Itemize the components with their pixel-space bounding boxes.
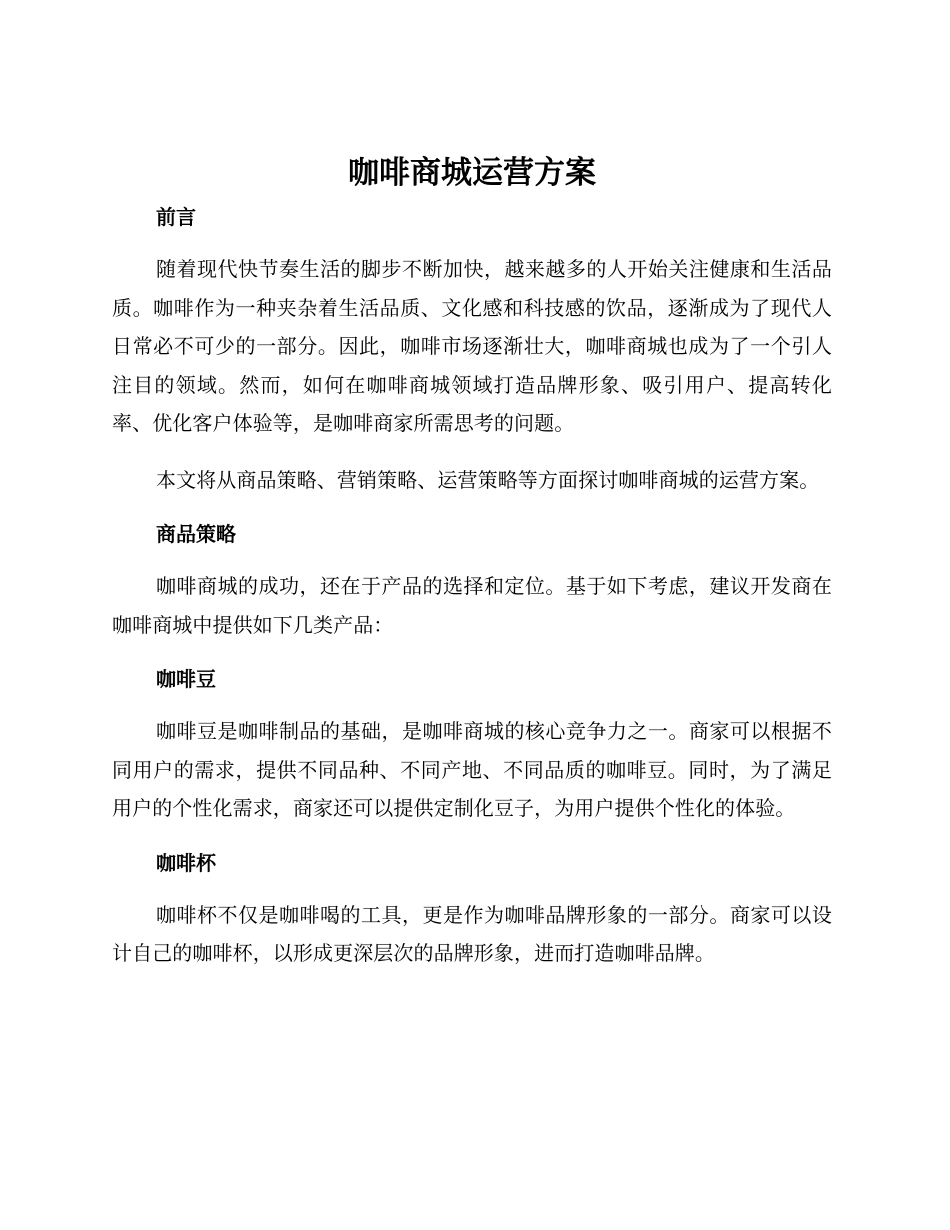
paragraph: 咖啡商城的成功，还在于产品的选择和定位。基于如下考虑，建议开发商在咖啡商城中提供如下几类产品： <box>112 574 832 637</box>
section-heading: 咖啡杯 <box>156 850 216 875</box>
section-heading: 商品策略 <box>156 522 236 546</box>
document-page <box>112 150 832 991</box>
section-heading: 前言 <box>156 205 196 229</box>
section-product-strategy <box>112 517 832 644</box>
section-heading: 咖啡豆 <box>156 667 216 691</box>
section-coffee-beans <box>112 662 832 828</box>
paragraph: 咖啡杯不仅是咖啡喝的工具，更是作为咖啡品牌形象的一部分。商家可以设计自己的咖啡杯，以形成更深层次的品牌形象，进而打造咖啡品牌。 <box>112 902 832 965</box>
paragraph: 随着现代快节奏生活的脚步不断加快，越来越多的人开始关注健康和生活品质。咖啡作为一种夹杂着生活品质、文化感和科技感的饮品，逐渐成为了现代人日常必不可少的一部分。因此，咖啡市场逐渐壮大，咖啡商城也成为了一个引人注目的领域。然而，如何在咖啡商城领域打造品牌形象、吸引用户、提高转化率、优化客户体验等，是咖啡商家所需思考的问题。 <box>112 257 832 435</box>
section-preface <box>112 200 832 499</box>
paragraph: 咖啡豆是咖啡制品的基础，是咖啡商城的核心竞争力之一。商家可以根据不同用户的需求，提供不同品种、不同产地、不同品质的咖啡豆。同时，为了满足用户的个性化需求，商家还可以提供定制化豆子，为用户提供个性化的体验。 <box>112 719 832 820</box>
document-title: 咖啡商城运营方案 <box>348 155 596 191</box>
section-coffee-cups <box>112 846 832 973</box>
paragraph: 本文将从商品策略、营销策略、运营策略等方面探讨咖啡商城的运营方案。 <box>156 467 820 492</box>
